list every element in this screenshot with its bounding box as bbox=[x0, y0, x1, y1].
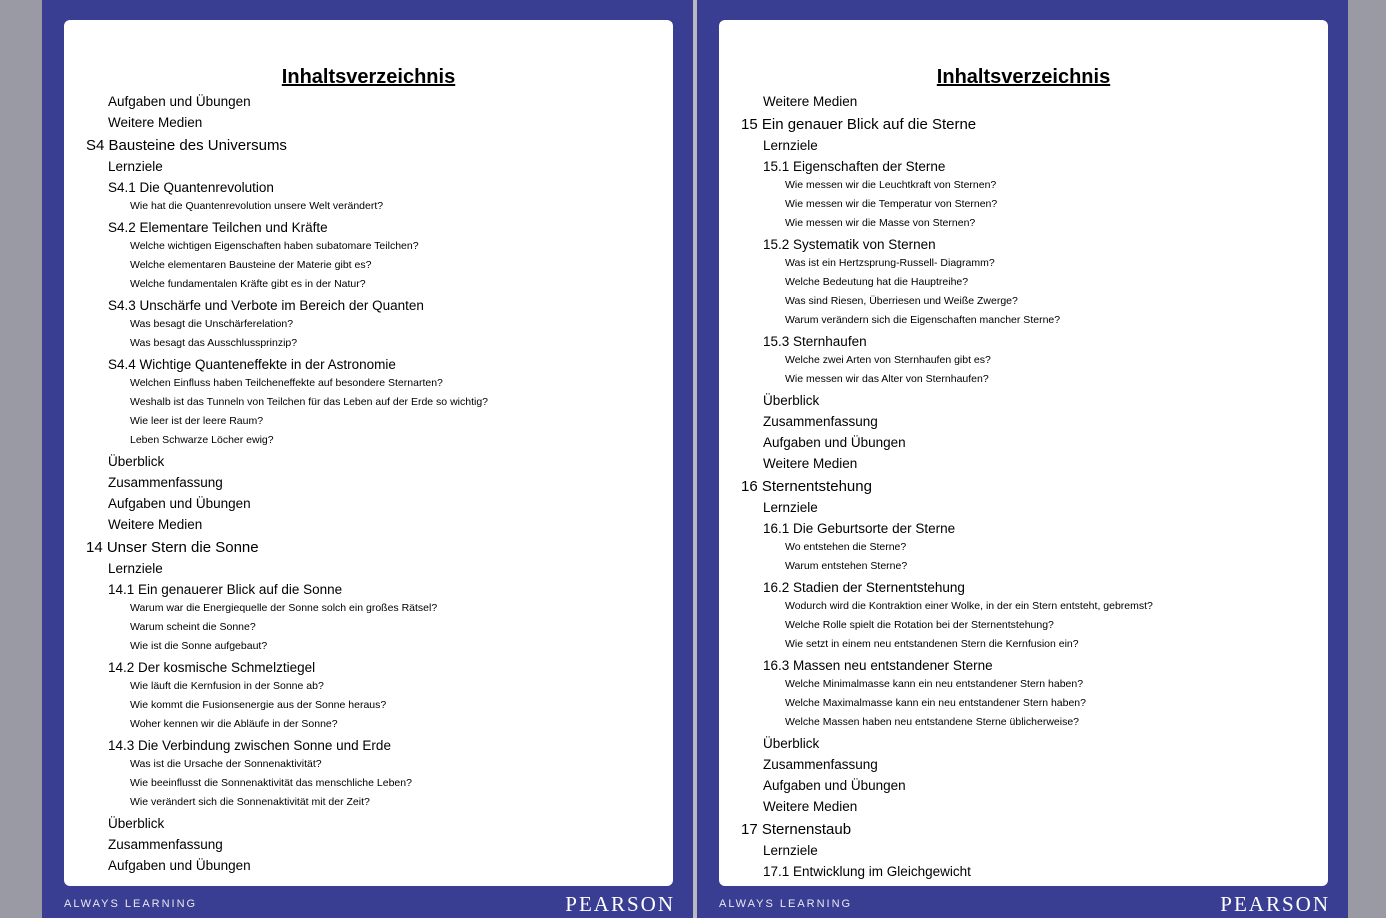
toc-section[interactable]: Lernziele bbox=[108, 561, 163, 576]
toc-question[interactable]: Welche wichtigen Eigenschaften haben subatomare Teilchen? bbox=[130, 240, 419, 252]
toc-section[interactable]: Aufgaben und Übungen bbox=[108, 496, 251, 511]
toc-section[interactable]: Zusammenfassung bbox=[108, 837, 223, 852]
toc-question[interactable]: Wie messen wir die Leuchtkraft von Sternen? bbox=[785, 179, 997, 191]
toc-question[interactable]: Wie leer ist der leere Raum? bbox=[130, 415, 264, 427]
toc-chapter[interactable]: S4 Bausteine des Universums bbox=[86, 137, 287, 154]
toc-section[interactable]: Aufgaben und Übungen bbox=[763, 435, 906, 450]
toc-question[interactable]: Was besagt das Ausschlussprinzip? bbox=[130, 337, 298, 349]
footer-tagline: ALWAYS LEARNING bbox=[719, 898, 853, 910]
toc-question[interactable]: Was ist die Ursache der Sonnenaktivität? bbox=[130, 758, 322, 770]
toc-question[interactable]: Was besagt die Unschärferelation? bbox=[130, 318, 294, 330]
toc-section[interactable]: Überblick bbox=[763, 393, 820, 408]
toc-section[interactable]: Zusammenfassung bbox=[108, 475, 223, 490]
toc-question[interactable]: Wie messen wir das Alter von Sternhaufen? bbox=[785, 373, 989, 385]
toc-section[interactable]: Überblick bbox=[108, 454, 165, 469]
toc-question[interactable]: Wodurch wird die Kontraktion einer Wolke, in der ein Stern entsteht, gebremst? bbox=[785, 600, 1153, 612]
toc-question[interactable]: Wie ist die Sonne aufgebaut? bbox=[130, 640, 268, 652]
toc-section[interactable]: S4.2 Elementare Teilchen und Kräfte bbox=[108, 220, 328, 235]
toc-question[interactable]: Welche fundamentalen Kräfte gibt es in der Natur? bbox=[130, 278, 366, 290]
toc-section[interactable]: 17.1 Entwicklung im Gleichgewicht bbox=[763, 864, 971, 879]
toc-section[interactable]: Lernziele bbox=[763, 138, 818, 153]
toc-section[interactable]: Weitere Medien bbox=[763, 799, 858, 814]
right-page-title: Inhaltsverzeichnis bbox=[936, 66, 1111, 88]
toc-chapter[interactable]: 16 Sternentstehung bbox=[741, 478, 872, 495]
toc-section[interactable]: Weitere Medien bbox=[108, 115, 203, 130]
toc-question[interactable]: Welche elementaren Bausteine der Materie gibt es? bbox=[130, 259, 372, 271]
pearson-logo: PEARSON bbox=[1220, 892, 1330, 916]
toc-section[interactable]: Aufgaben und Übungen bbox=[108, 858, 251, 873]
toc-section[interactable]: Weitere Medien bbox=[108, 517, 203, 532]
footer-divider bbox=[853, 884, 1213, 886]
toc-section[interactable]: 15.1 Eigenschaften der Sterne bbox=[763, 159, 946, 174]
toc-question[interactable]: Welche Bedeutung hat die Hauptreihe? bbox=[785, 276, 969, 288]
toc-question[interactable]: Leben Schwarze Löcher ewig? bbox=[130, 434, 274, 446]
toc-section[interactable]: 15.2 Systematik von Sternen bbox=[763, 237, 936, 252]
right-page-spread bbox=[697, 0, 1348, 918]
toc-question[interactable]: Warum verändern sich die Eigenschaften mancher Sterne? bbox=[785, 314, 1061, 326]
toc-section[interactable]: Lernziele bbox=[108, 159, 163, 174]
toc-question[interactable]: Welche Minimalmasse kann ein neu entstandener Stern haben? bbox=[785, 678, 1084, 690]
toc-chapter[interactable]: 17 Sternenstaub bbox=[741, 821, 852, 838]
toc-section[interactable]: 14.2 Der kosmische Schmelztiegel bbox=[108, 660, 316, 675]
toc-section[interactable]: Aufgaben und Übungen bbox=[108, 94, 251, 109]
toc-section[interactable]: 14.3 Die Verbindung zwischen Sonne und Erde bbox=[108, 738, 391, 753]
toc-question[interactable]: Wie kommt die Fusionsenergie aus der Sonne heraus? bbox=[130, 699, 387, 711]
toc-section[interactable]: Weitere Medien bbox=[763, 94, 858, 109]
toc-question[interactable]: Welche Rolle spielt die Rotation bei der Sternentstehung? bbox=[785, 619, 1054, 631]
toc-question[interactable]: Warum war die Energiequelle der Sonne solch ein großes Rätsel? bbox=[130, 602, 438, 614]
toc-question[interactable]: Wo entstehen die Sterne? bbox=[785, 541, 907, 553]
toc-section[interactable]: 16.2 Stadien der Sternentstehung bbox=[763, 580, 965, 595]
left-page bbox=[64, 20, 673, 886]
footer-divider bbox=[198, 884, 558, 886]
toc-section[interactable]: Aufgaben und Übungen bbox=[763, 778, 906, 793]
toc-question[interactable]: Wie verändert sich die Sonnenaktivität mit der Zeit? bbox=[130, 796, 370, 808]
toc-question[interactable]: Welche Maximalmasse kann ein neu entstandener Stern haben? bbox=[785, 697, 1086, 709]
right-footer bbox=[697, 886, 1348, 918]
toc-question[interactable]: Welche Massen haben neu entstandene Sterne üblicherweise? bbox=[785, 716, 1079, 728]
toc-section[interactable]: Zusammenfassung bbox=[763, 757, 878, 772]
toc-question[interactable]: Warum entstehen Sterne? bbox=[785, 560, 908, 572]
toc-question[interactable]: Wie läuft die Kernfusion in der Sonne ab? bbox=[130, 680, 324, 692]
toc-section[interactable]: Lernziele bbox=[763, 500, 818, 515]
right-page bbox=[719, 20, 1328, 886]
toc-question[interactable]: Welche zwei Arten von Sternhaufen gibt es? bbox=[785, 354, 991, 366]
toc-section[interactable]: Zusammenfassung bbox=[763, 414, 878, 429]
left-footer bbox=[42, 886, 693, 918]
pearson-logo: PEARSON bbox=[565, 892, 675, 916]
toc-section[interactable]: Weitere Medien bbox=[763, 456, 858, 471]
toc-question[interactable]: Weshalb ist das Tunneln von Teilchen für das Leben auf der Erde so wichtig? bbox=[130, 396, 488, 408]
toc-section[interactable]: S4.3 Unschärfe und Verbote im Bereich der Quanten bbox=[108, 298, 424, 313]
toc-section[interactable]: Überblick bbox=[108, 816, 165, 831]
toc-section[interactable]: Überblick bbox=[763, 736, 820, 751]
toc-question[interactable]: Woher kennen wir die Abläufe in der Sonne? bbox=[130, 718, 338, 730]
toc-chapter[interactable]: 15 Ein genauer Blick auf die Sterne bbox=[741, 116, 977, 133]
toc-question[interactable]: Was ist ein Hertzsprung-Russell- Diagramm? bbox=[785, 257, 995, 269]
toc-question[interactable]: Was sind Riesen, Überriesen und Weiße Zwerge? bbox=[785, 295, 1018, 307]
toc-question[interactable]: Wie messen wir die Temperatur von Sternen? bbox=[785, 198, 998, 210]
toc-section[interactable]: S4.1 Die Quantenrevolution bbox=[108, 180, 274, 195]
toc-question[interactable]: Wie setzt in einem neu entstandenen Stern die Kernfusion ein? bbox=[785, 638, 1079, 650]
toc-question[interactable]: Welchen Einfluss haben Teilcheneffekte auf besondere Sternarten? bbox=[130, 377, 443, 389]
toc-question[interactable]: Wie hat die Quantenrevolution unsere Welt verändert? bbox=[130, 200, 384, 212]
toc-section[interactable]: 16.1 Die Geburtsorte der Sterne bbox=[763, 521, 956, 536]
toc-section[interactable]: 15.3 Sternhaufen bbox=[763, 334, 867, 349]
toc-question[interactable]: Wie beeinflusst die Sonnenaktivität das menschliche Leben? bbox=[130, 777, 412, 789]
left-page-title: Inhaltsverzeichnis bbox=[281, 66, 456, 88]
toc-section[interactable]: 14.1 Ein genauerer Blick auf die Sonne bbox=[108, 582, 343, 597]
toc-question[interactable]: Wie messen wir die Masse von Sternen? bbox=[785, 217, 976, 229]
footer-tagline: ALWAYS LEARNING bbox=[64, 898, 198, 910]
toc-section[interactable]: 16.3 Massen neu entstandener Sterne bbox=[763, 658, 993, 673]
toc-chapter[interactable]: 14 Unser Stern die Sonne bbox=[86, 539, 259, 556]
toc-question[interactable]: Warum scheint die Sonne? bbox=[130, 621, 256, 633]
toc-section[interactable]: Lernziele bbox=[763, 843, 818, 858]
toc-section[interactable]: S4.4 Wichtige Quanteneffekte in der Astronomie bbox=[108, 357, 396, 372]
left-page-spread bbox=[42, 0, 693, 918]
